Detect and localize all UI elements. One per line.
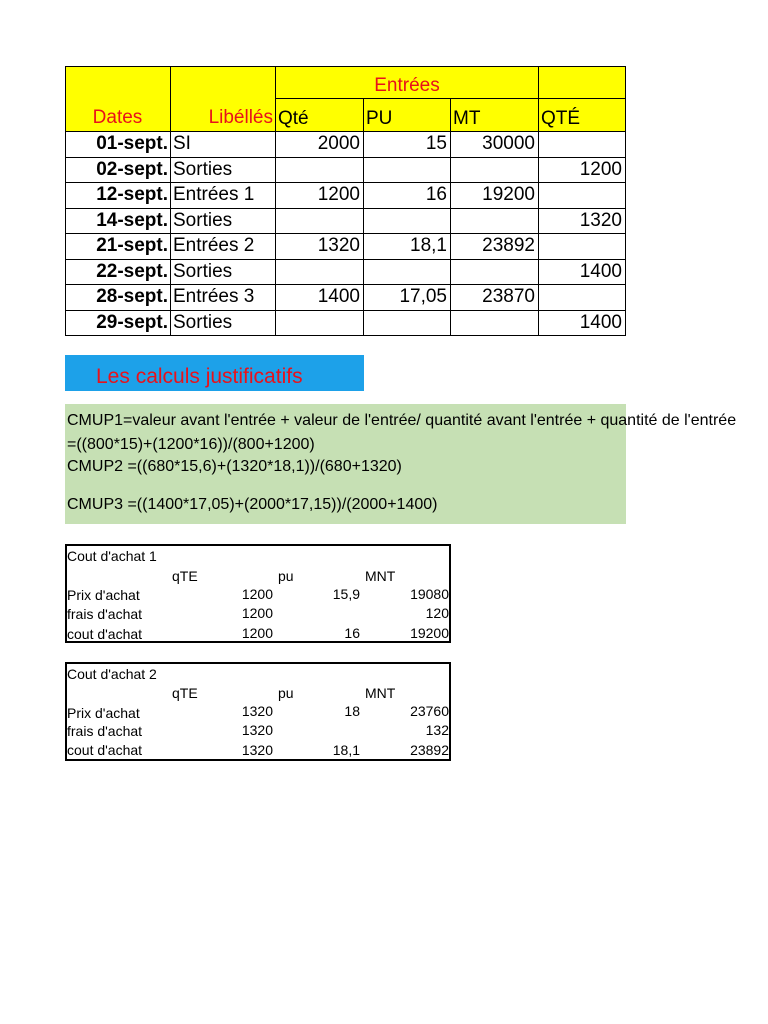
row-qte: 1400	[276, 285, 364, 311]
row-label: Entrées 2	[171, 234, 276, 260]
row-mt	[451, 311, 539, 336]
row-qte	[276, 209, 364, 234]
row-mt: 30000	[451, 132, 539, 158]
stock-table	[65, 66, 626, 336]
row-qte	[276, 311, 364, 336]
header-entrees: Entrées	[276, 66, 539, 99]
row-date: 02-sept.	[65, 158, 171, 183]
row-pu	[364, 311, 451, 336]
cout1-row-label: frais d'achat	[67, 606, 143, 622]
header-qte-sorties: QTÉ	[539, 99, 626, 132]
row-sortie	[539, 132, 626, 158]
row-sortie: 1400	[539, 260, 626, 285]
row-mt	[451, 260, 539, 285]
cout2-header-qte: qTE	[172, 685, 198, 701]
row-sortie	[539, 285, 626, 311]
row-sortie	[539, 234, 626, 260]
row-pu: 18,1	[364, 234, 451, 260]
row-mt: 23892	[451, 234, 539, 260]
cout1-row-pu: 16	[344, 625, 360, 641]
cout2-row-qte: 1320	[241, 722, 273, 738]
cout1-row-qte: 1200	[241, 586, 273, 602]
cout1-header-pu: pu	[278, 568, 294, 584]
header-pu: PU	[364, 99, 451, 132]
cout1-row-mnt: 19200	[410, 625, 449, 641]
cout1-row-pu: 15,9	[332, 586, 360, 602]
row-label: Sorties	[171, 158, 276, 183]
formula-cmup1: CMUP1=valeur avant l'entrée + valeur de l'entrée/ quantité avant l'entrée + quantité de l'entrée	[67, 412, 737, 429]
cout2-row-pu: 18	[344, 703, 360, 719]
row-qte: 1320	[276, 234, 364, 260]
header-qte: Qté	[276, 99, 364, 132]
cout1-row-label: Prix d'achat	[67, 587, 140, 603]
row-date: 21-sept.	[65, 234, 171, 260]
row-pu: 16	[364, 183, 451, 209]
calculs-title: Les calculs justificatifs	[65, 355, 364, 391]
row-pu	[364, 158, 451, 183]
cout2-row-pu: 18,1	[332, 742, 360, 758]
cout1-row-label: cout d'achat	[67, 626, 143, 642]
row-qte	[276, 260, 364, 285]
cout2-title: Cout d'achat 2	[67, 666, 157, 682]
row-qte	[276, 158, 364, 183]
cout2-row-mnt: 23760	[410, 703, 449, 719]
cout1-row-qte: 1200	[241, 625, 273, 641]
row-label: Sorties	[171, 209, 276, 234]
row-pu: 17,05	[364, 285, 451, 311]
row-pu	[364, 260, 451, 285]
row-label: Sorties	[171, 311, 276, 336]
cout1-title: Cout d'achat 1	[67, 548, 157, 564]
row-date: 29-sept.	[65, 311, 171, 336]
cout1-header-mnt: MNT	[365, 568, 396, 584]
row-pu: 15	[364, 132, 451, 158]
formula-cmup2: CMUP2 =((680*15,6)+(1320*18,1))/(680+1320)	[67, 458, 402, 475]
row-mt: 19200	[451, 183, 539, 209]
row-label: Entrées 3	[171, 285, 276, 311]
header-mt: MT	[451, 99, 539, 132]
row-label: SI	[171, 132, 276, 158]
header-dates: Dates	[65, 66, 171, 132]
row-date: 01-sept.	[65, 132, 171, 158]
row-date: 14-sept.	[65, 209, 171, 234]
row-mt	[451, 209, 539, 234]
row-date: 12-sept.	[65, 183, 171, 209]
cout2-row-qte: 1320	[241, 742, 273, 758]
cout2-row-qte: 1320	[241, 703, 273, 719]
cout-achat-2-table	[65, 662, 451, 761]
row-sortie: 1200	[539, 158, 626, 183]
cout2-row-mnt: 132	[425, 722, 449, 738]
cout2-row-label: frais d'achat	[67, 723, 143, 739]
row-sortie: 1320	[539, 209, 626, 234]
cout2-row-label: cout d'achat	[67, 742, 143, 758]
row-qte: 2000	[276, 132, 364, 158]
formula-cmup1-calc: =((800*15)+(1200*16))/(800+1200)	[67, 436, 315, 453]
row-qte: 1200	[276, 183, 364, 209]
formula-cmup3: CMUP3 =((1400*17,05)+(2000*17,15))/(2000+1400)	[67, 496, 438, 513]
cout-achat-1-table	[65, 544, 451, 643]
header-top-right	[539, 66, 626, 99]
cout2-header-pu: pu	[278, 685, 294, 701]
cout1-row-qte: 1200	[241, 605, 273, 621]
cout2-row-label: Prix d'achat	[67, 705, 140, 721]
cout2-row-mnt: 23892	[410, 742, 449, 758]
row-sortie: 1400	[539, 311, 626, 336]
row-date: 22-sept.	[65, 260, 171, 285]
formulas-block	[65, 404, 737, 524]
row-mt: 23870	[451, 285, 539, 311]
cout1-row-mnt: 19080	[410, 586, 449, 602]
cout1-header-qte: qTE	[172, 568, 198, 584]
row-label: Entrées 1	[171, 183, 276, 209]
row-date: 28-sept.	[65, 285, 171, 311]
cout2-header-mnt: MNT	[365, 685, 396, 701]
cout1-row-mnt: 120	[425, 605, 449, 621]
row-sortie	[539, 183, 626, 209]
row-pu	[364, 209, 451, 234]
row-mt	[451, 158, 539, 183]
row-label: Sorties	[171, 260, 276, 285]
header-libelles: Libéllés	[171, 66, 276, 132]
